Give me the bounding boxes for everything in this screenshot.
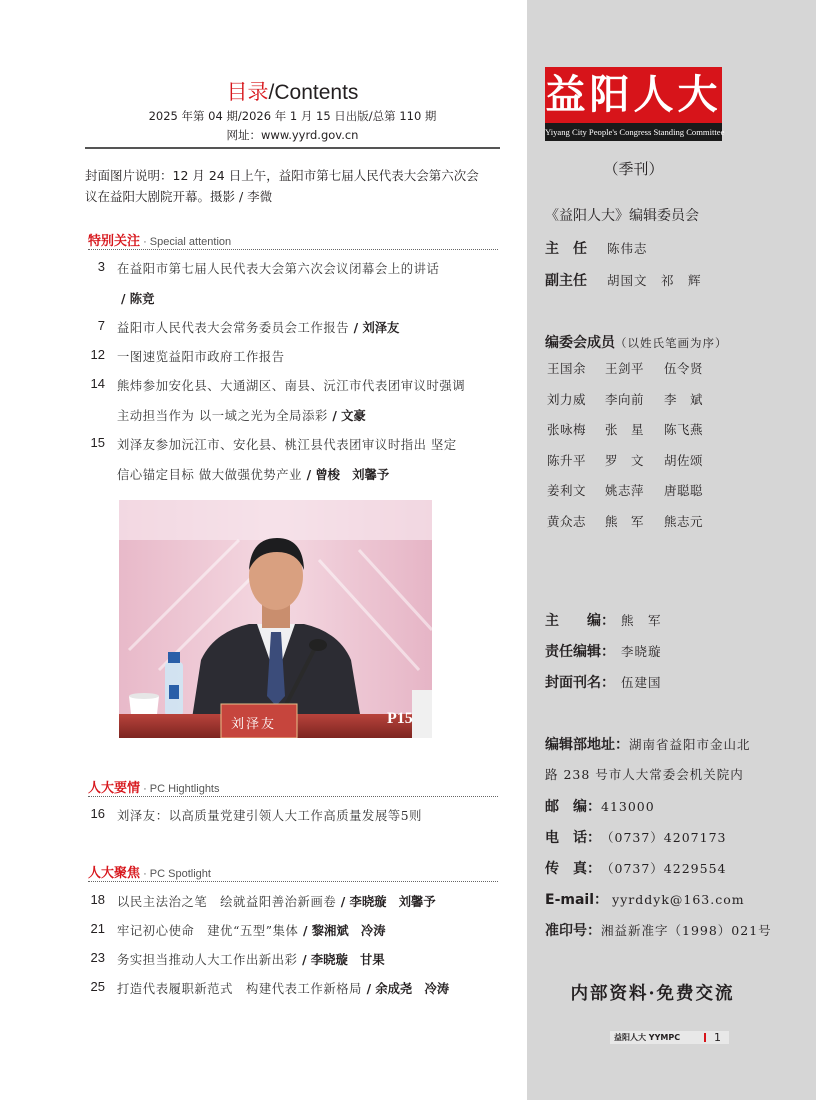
toc-entry-title: 牢记初心使命 建优“五型”集体 / 黎湘斌 冷涛: [117, 924, 386, 938]
toc-entry-title: 务实担当推动人大工作出新出彩 / 李晓璇 甘果: [117, 953, 385, 967]
toc-page-number: 15: [90, 435, 105, 450]
photo-illustration: [119, 500, 432, 738]
quarterly-label: （季刊）: [603, 160, 664, 178]
toc-entry-author: / 文豪: [332, 409, 366, 423]
toc-page-number: 14: [90, 376, 105, 391]
resp-editor-label: 责任编辑：: [545, 644, 615, 660]
toc-entry-title-cont: 主动担当作为 以一域之光为全局添彩 / 文豪: [117, 409, 366, 423]
footer-divider: [704, 1033, 706, 1042]
toc-entry-author: / 李晓璇 刘馨予: [340, 895, 436, 909]
section-header-pc-highlights: [88, 777, 498, 797]
phone-row: [545, 827, 726, 847]
permit-label: 准印号：: [545, 923, 601, 939]
issue-line: 2025 年第 04 期/2026 年 1 月 15 日出版/总第 110 期: [148, 109, 437, 123]
toc-page-number: 21: [90, 921, 105, 936]
toc-entry-author: / 余成尧 冷涛: [366, 982, 450, 996]
deputy-names: 胡国文 祁 辉: [607, 273, 702, 288]
member-name: 姚志萍: [605, 483, 645, 498]
member-name: 黄众志: [547, 513, 587, 529]
fax-row: [545, 858, 726, 878]
members-heading: [545, 332, 728, 352]
photo-page-label: P15: [387, 710, 413, 727]
dotted-divider: [88, 796, 498, 797]
chief-editor-row: [545, 610, 662, 630]
website-line[interactable]: 网址：www.yyrd.gov.cn: [226, 128, 359, 142]
editorial-board-title: 《益阳人大》编辑委员会: [545, 208, 699, 224]
postcode-row: [545, 796, 655, 816]
member-name: 熊志元: [664, 513, 704, 529]
nameplate-label: 刘泽友: [231, 717, 277, 732]
address-line-2: 路 238 号市人大常委会机关院内: [545, 767, 744, 782]
header-rule: [85, 147, 500, 149]
resp-editor-name: 李晓璇: [621, 644, 662, 659]
title-chinese: 目录: [226, 80, 269, 104]
deputy-row: [545, 270, 702, 290]
dotted-divider: [88, 249, 498, 250]
cover-title-name: 伍建国: [621, 675, 662, 690]
toc-entry-title: 一图速览益阳市政府工作报告: [117, 350, 285, 364]
members-list: [547, 360, 724, 531]
toc-entry-author: / 曾梭 刘馨予: [306, 468, 390, 482]
permit-value: 湘益新准字（1998）021号: [601, 923, 772, 938]
section-title-cn: 人大聚焦: [88, 866, 141, 881]
toc-entry-title: 刘泽友参加沅江市、安化县、桃江县代表团审议时指出 坚定: [117, 438, 457, 452]
cover-note: [85, 165, 505, 207]
free-distribution-note: 内部资料·免费交流: [570, 984, 735, 1004]
section-title-cn: 特别关注: [88, 234, 141, 249]
member-name: 李向前: [605, 391, 645, 407]
section-header-special-attention: [88, 230, 498, 250]
address-label: 编辑部地址：: [545, 737, 629, 753]
logo-chinese: 益阳人大: [545, 71, 722, 118]
member-name: 王剑平: [605, 361, 645, 376]
member-name: 陈升平: [547, 452, 587, 468]
postcode-label: 邮 编：: [545, 799, 601, 815]
page-footer: [610, 1031, 729, 1044]
toc-page-number: 23: [90, 950, 105, 965]
footer-label: 益阳人大 YYMPC: [614, 1033, 681, 1042]
section-title-en: · PC Hightlights: [140, 783, 220, 795]
toc-entry-title: 熊炜参加安化县、大通湖区、南县、沅江市代表团审议时强调: [117, 379, 466, 393]
member-name: 张咏梅: [547, 422, 587, 437]
email-label: E-mail：: [545, 892, 609, 908]
member-name: 李 斌: [664, 391, 704, 407]
speaker-photo: [119, 500, 432, 738]
members-label: 编委会成员: [545, 335, 615, 351]
page-title: [85, 80, 500, 105]
address-row-2: [545, 765, 744, 783]
phone-label: 电 话：: [545, 830, 601, 846]
toc-entry-title: 刘泽友：以高质量党建引领人大工作高质量发展等5则: [117, 809, 423, 823]
toc-entry-title: 益阳市人民代表大会常务委员会工作报告 / 刘泽友: [117, 321, 400, 335]
director-label: 主 任: [545, 241, 587, 257]
member-name: 王国余: [547, 361, 587, 376]
logo-english: Yiyang City People's Congress Standing Committee: [545, 123, 722, 141]
toc-entry-title: 以民主法治之笔 绘就益阳善治新画卷 / 李晓璇 刘馨予: [117, 895, 436, 909]
toc-entry-author: / 黎湘斌 冷涛: [302, 924, 386, 938]
dotted-divider: [88, 881, 498, 882]
postcode-value: 413000: [601, 799, 655, 814]
cover-title-row: [545, 672, 662, 692]
section-title-en: · PC Spotlight: [140, 868, 211, 880]
member-name: 张 星: [605, 422, 645, 437]
members-note: （以姓氏笔画为序）: [615, 336, 728, 350]
toc-page-number: 16: [90, 806, 105, 821]
permit-row: [545, 920, 772, 940]
footer-page-number: 1: [714, 1031, 721, 1044]
address-row: [545, 734, 751, 754]
toc-page-number: 18: [90, 892, 105, 907]
cover-note-line-2: 议在益阳大剧院开幕。摄影 / 李微: [85, 189, 273, 204]
member-name: 刘力威: [547, 391, 587, 407]
section-header-pc-spotlight: [88, 862, 498, 882]
resp-editor-row: [545, 641, 662, 661]
toc-entry-author: / 李晓璇 甘果: [302, 953, 385, 967]
toc-entry-title-cont: 信心锚定目标 做大做强优势产业 / 曾梭 刘馨予: [117, 468, 390, 482]
member-name: 胡佐颂: [664, 452, 704, 468]
fax-label: 传 真：: [545, 861, 601, 877]
cover-title-label: 封面刊名：: [545, 675, 615, 691]
member-name: 姜利文: [547, 483, 587, 498]
director-name: 陈伟志: [607, 241, 648, 256]
address-line-1: 湖南省益阳市金山北: [629, 737, 751, 752]
toc-page-number: 12: [90, 347, 105, 362]
member-name: 伍令贤: [664, 361, 704, 376]
toc-entry-author: / 陈竞: [121, 292, 155, 306]
member-name: 陈飞燕: [664, 422, 704, 437]
section-title-cn: 人大要情: [88, 781, 141, 796]
phone-value: （0737）4207173: [601, 830, 727, 845]
email-value[interactable]: yyrddyk@163.com: [612, 892, 745, 907]
fax-value: （0737）4229554: [601, 861, 727, 876]
chief-editor-name: 熊 军: [621, 613, 662, 628]
toc-page-number: 7: [97, 318, 105, 333]
toc-entry-title: 打造代表履职新范式 构建代表工作新格局 / 余成尧 冷涛: [117, 982, 450, 996]
chief-editor-label: 主 编：: [545, 613, 615, 629]
toc-entry-author: / 刘泽友: [353, 321, 400, 335]
director-row: [545, 238, 648, 258]
toc-page-number: 25: [90, 979, 105, 994]
section-title-en: · Special attention: [140, 236, 232, 248]
toc-page-number: 3: [97, 259, 105, 274]
deputy-label: 副主任: [545, 273, 587, 289]
member-name: 唐聪聪: [664, 483, 704, 498]
cover-note-line-1: 封面图片说明：12 月 24 日上午，益阳市第七届人民代表大会第六次会: [85, 168, 479, 183]
email-row: [545, 889, 745, 909]
toc-entry-title: 在益阳市第七届人民代表大会第六次会议闭幕会上的讲话: [117, 262, 440, 276]
member-name: 罗 文: [605, 452, 645, 468]
magazine-logo: [545, 67, 725, 141]
member-name: 熊 军: [605, 513, 645, 529]
title-english: /Contents: [268, 81, 359, 104]
